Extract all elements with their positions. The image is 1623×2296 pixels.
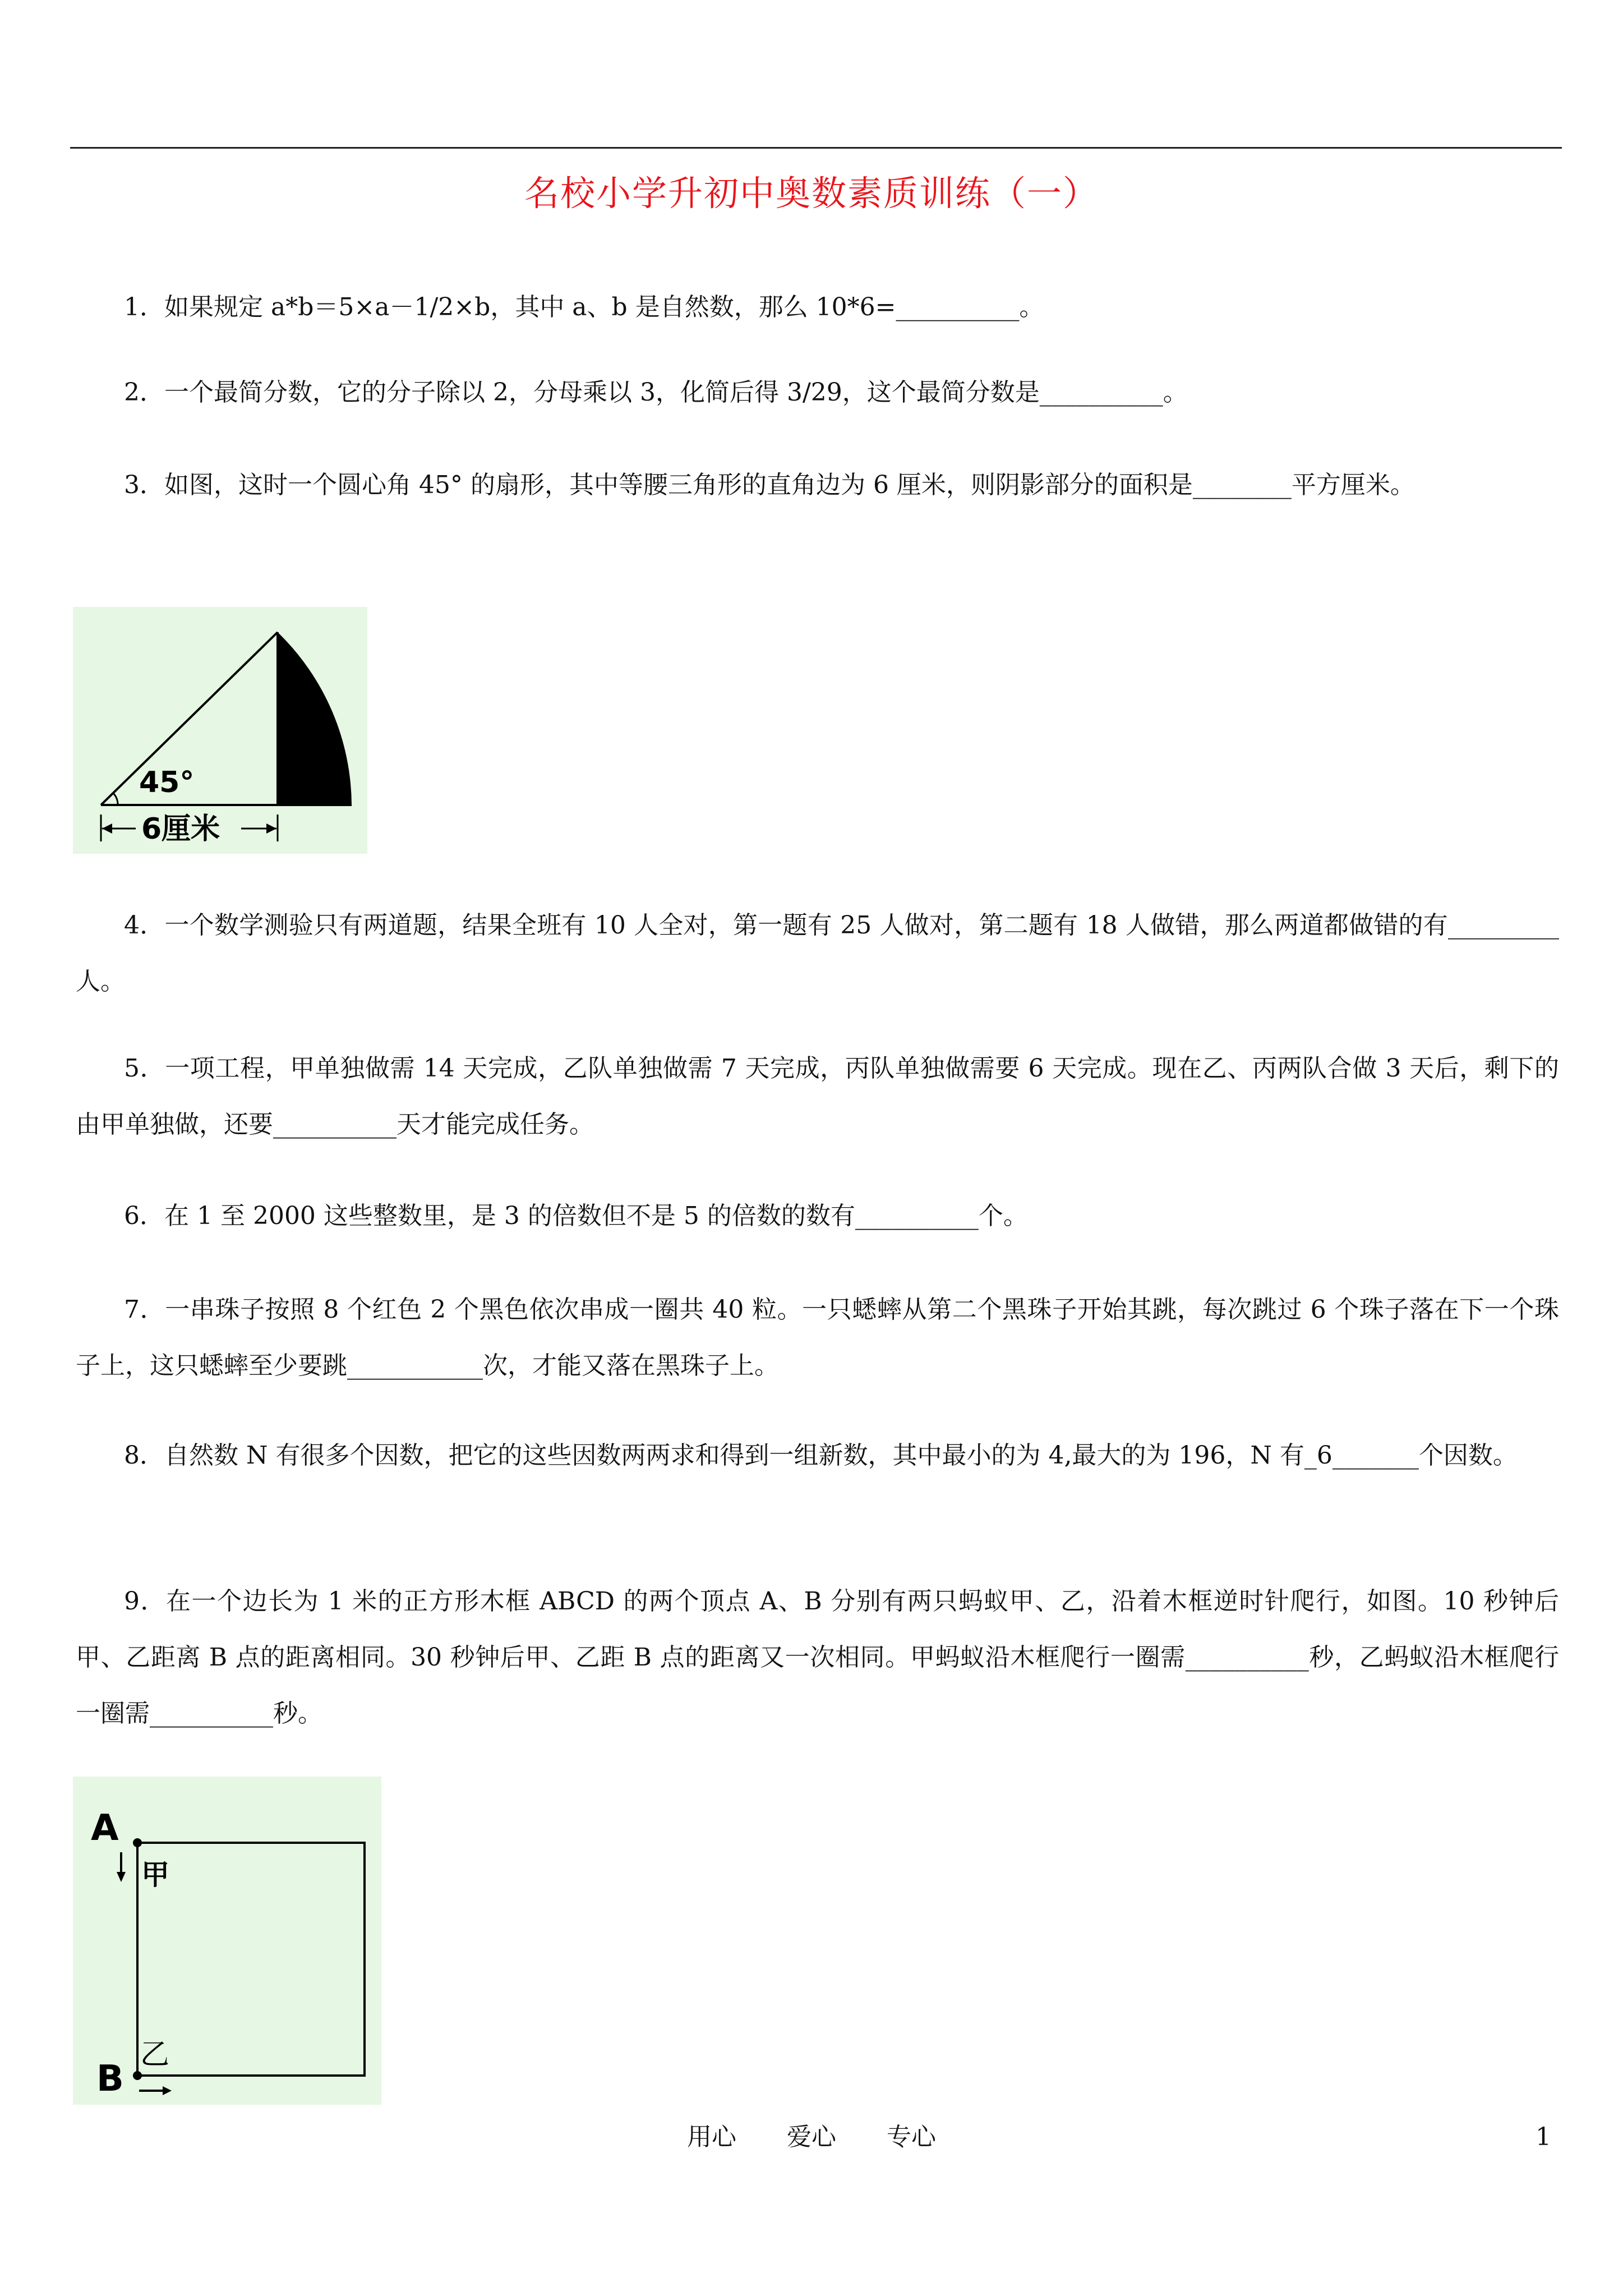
question-number: 9． — [124, 1587, 167, 1616]
page-title: 名校小学升初中奥数素质训练（一） — [524, 173, 1099, 214]
ant-label-jia: 甲 — [141, 1858, 169, 1891]
question-8 — [76, 1428, 1559, 1484]
vertex-label-a: A — [91, 1807, 119, 1849]
header-rule — [70, 147, 1562, 149]
footer-item: 用心 — [687, 2123, 736, 2151]
question-number: 5． — [124, 1054, 165, 1083]
question-text: 一个数学测验只有两道题，结果全班有 10 人全对，第一题有 25 人做对，第二题有 18 人做错，那么两道都做错的有_________人。 — [76, 911, 1559, 996]
footer-item: 专心 — [887, 2123, 936, 2151]
right-arrow-icon — [163, 2086, 172, 2095]
angle-arc — [113, 793, 118, 805]
question-text: 一个最简分数，它的分子除以 2，分母乘以 3，化简后得 3/29，这个最简分数是__________。 — [164, 378, 1188, 407]
question-text: 一项工程，甲单独做需 14 天完成，乙队单独做需 7 天完成，丙队单独做需要 6 天完成。现在乙、丙两队合做 3 天后，剩下的由甲单独做，还要__________天才能完成任务。 — [76, 1054, 1559, 1139]
length-label: 6厘米 — [141, 812, 220, 846]
question-7 — [76, 1282, 1559, 1394]
question-number: 4． — [124, 911, 165, 940]
footer-item: 爱心 — [787, 2123, 836, 2151]
question-number: 2． — [124, 378, 164, 407]
question-number: 6． — [124, 1202, 164, 1230]
arrow-head-icon — [102, 823, 112, 834]
question-number: 8． — [124, 1441, 164, 1470]
ant-label-yi: 乙 — [140, 2038, 170, 2072]
question-5 — [76, 1041, 1559, 1153]
question-text: 如图，这时一个圆心角 45° 的扇形，其中等腰三角形的直角边为 6 厘米，则阴影部分的面积是________平方厘米。 — [164, 471, 1415, 499]
question-3 — [76, 457, 1559, 513]
question-number: 7． — [124, 1295, 165, 1324]
question-number: 1． — [124, 293, 164, 321]
page-number: 1 — [1536, 2123, 1551, 2151]
down-arrow-icon — [117, 1872, 126, 1882]
vertex-dot — [133, 2071, 142, 2080]
vertex-label-b: B — [96, 2058, 124, 2100]
question-text: 在一个边长为 1 米的正方形木框 ABCD 的两个顶点 A、B 分别有两只蚂蚁甲、乙，沿着木框逆时针爬行，如图。10 秒钟后甲、乙距离 B 点的距离相同。30 秒钟后甲、乙距 B 点的距离又一次相同。甲蚂蚁沿木框爬行一圈需__________秒，乙蚂蚁沿木框爬行一圈需__________秒。 — [76, 1587, 1559, 1728]
sector-figure — [73, 607, 367, 854]
question-text: 一串珠子按照 8 个红色 2 个黑色依次串成一圈共 40 粒。一只蟋蟀从第二个黑珠子开始其跳，每次跳过 6 个珠子落在下一个珠子上，这只蟋蟀至少要跳___________次，才能又落在黑珠子上。 — [76, 1295, 1559, 1380]
question-9 — [76, 1573, 1559, 1742]
footer-slogan — [0, 2120, 1623, 2154]
arrow-head-icon — [266, 823, 276, 834]
question-1 — [76, 279, 1559, 335]
square-frame — [137, 1843, 365, 2076]
shaded-region — [278, 632, 352, 805]
question-text: 如果规定 a*b＝5×a－1/2×b，其中 a、b 是自然数，那么 10*6=__________。 — [164, 293, 1044, 321]
vertex-dot — [133, 1838, 142, 1847]
square-frame-figure — [73, 1777, 381, 2105]
angle-label: 45° — [139, 766, 195, 799]
question-2 — [76, 365, 1559, 421]
question-6 — [76, 1188, 1559, 1244]
question-text: 自然数 N 有很多个因数，把它的这些因数两两求和得到一组新数，其中最小的为 4,最大的为 196，N 有_6_______个因数。 — [164, 1441, 1518, 1470]
question-number: 3． — [124, 471, 164, 499]
question-text: 在 1 至 2000 这些整数里，是 3 的倍数但不是 5 的倍数的数有__________个。 — [164, 1202, 1028, 1230]
question-4 — [76, 898, 1559, 1010]
